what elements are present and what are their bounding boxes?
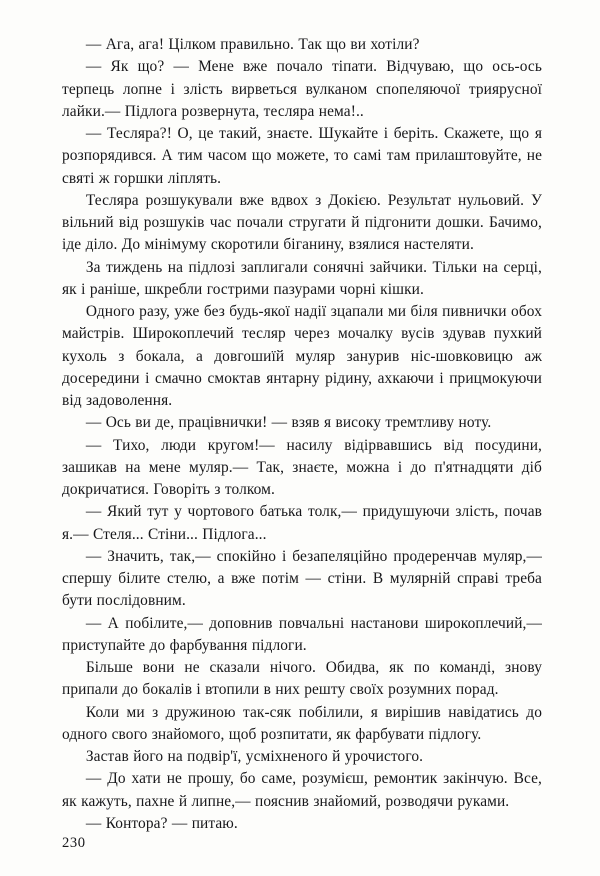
paragraph: — Як що? — Мене вже почало тіпати. Відчуваю, що ось-ось терпець лопне і злість вирветься вулканом спопеляючої триярусної лайки.— Підлога розвернута, тесляра нема!..: [62, 58, 542, 120]
paragraph: — Тихо, люди кругом!— насилу відірвавшись від посудини, зашикав на мене муляр.— Так, знаєте, можна і до п'ятнадцяти діб докричатися. Говоріть з толком.: [62, 436, 542, 498]
page-number: 230: [62, 835, 86, 851]
paragraph: Коли ми з дружиною так-сяк побілили, я вирішив навідатись до одного свого знайомого, щоб розпитати, як фарбувати підлогу.: [62, 703, 542, 743]
paragraph: — Ось ви де, працівнички! — взяв я високу тремтливу ноту.: [85, 414, 492, 432]
paragraph: Тесляра розшукували вже вдвох з Докією. Результат нульовий. У вільний від розшуків час почали стругати й підгонити дошки. Бачимо, іде діло. До мінімуму скоротили біганину, взялися настеляти.: [62, 191, 542, 254]
page-body: [62, 34, 542, 835]
paragraph: — Значить, так,— спокійно і безапеляційно продеренчав муляр,— спершу білите стелю, а вже потім — стіни. В мулярній справі треба бути послідовним.: [62, 547, 542, 610]
paragraph: Одного разу, уже без будь-якої надії зцапали ми біля пивнички обох майстрів. Широкоплечий тесляр через мочалку вусів здував пухкий кухоль з бокала, а довгошиїй муляр занурив ніс-шовковицю аж досередини і смачно смоктав янтарну рідину, ахкаючи і прицмокуючи від задоволення.: [62, 303, 542, 409]
paragraph: — Ага, ага! Цілком правильно. Так що ви хотіли?: [85, 36, 420, 53]
paragraph: — Контора? — питаю.: [85, 814, 238, 832]
paragraph: — А побілите,— доповнив повчальні настанови широкоплечий,— приступайте до фарбування підлоги.: [62, 614, 542, 654]
paragraph: Застав його на подвір'ї, усміхненого й урочистого.: [85, 748, 424, 765]
paragraph: — До хати не прошу, бо саме, розумієш, ремонтик закінчую. Все, як кажуть, пахне й липне,— пояснив знайомий, розводячи руками.: [62, 770, 542, 810]
paragraph: — Тесляра?! О, це такий, знаєте. Шукайте і беріть. Скажете, що я розпорядився. А тим часом що можете, то самі там прилаштовуйте, не святі ж горшки ліплять.: [62, 125, 542, 187]
paragraph: За тиждень на підлозі заплигали сонячні зайчики. Тільки на серці, як і раніше, шкребли гострими пазурами чорні кішки.: [62, 258, 542, 298]
paragraph: Більше вони не сказали нічого. Обидва, як по команді, знову припали до бокалів і втопили в них решту своїх розумних порад.: [62, 659, 542, 699]
paragraph: — Який тут у чортового батька толк,— придушуючи злість, почав я.— Стеля... Стіни... Підлога...: [62, 503, 542, 543]
